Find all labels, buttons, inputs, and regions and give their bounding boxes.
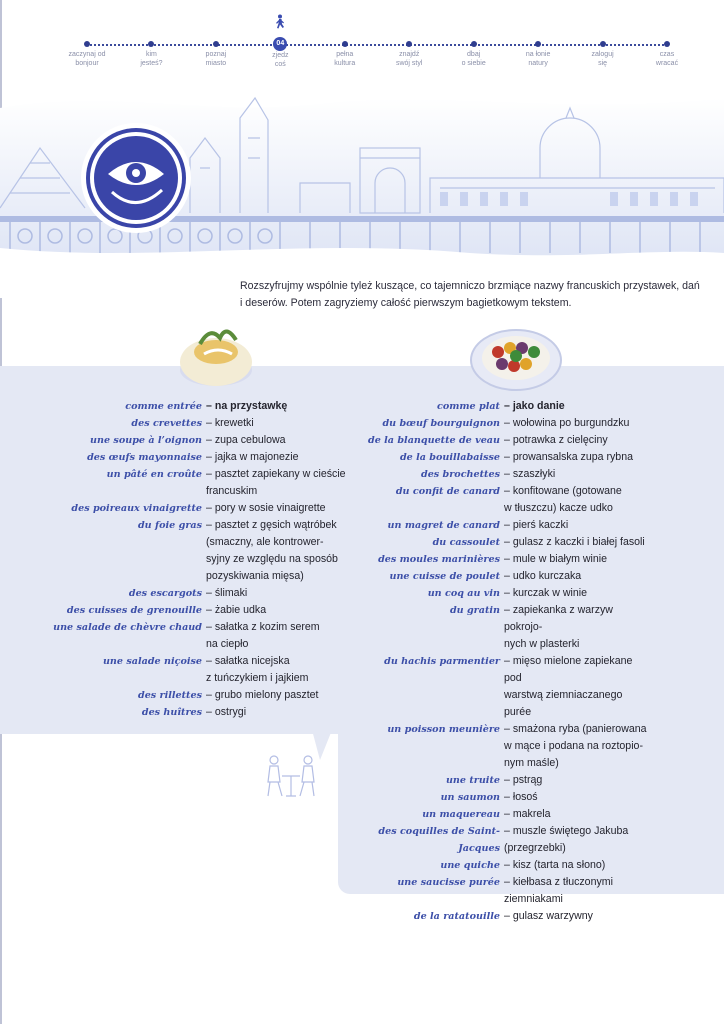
polish-translation: – grubo mielony pasztet xyxy=(206,687,346,704)
vocab-entry xyxy=(338,789,652,806)
french-term: un magret de canard xyxy=(387,520,500,531)
polish-translation: – mięso mielone zapiekane pod warstwą ziemniaczanego purée xyxy=(504,653,652,721)
polish-translation: – wołowina po burgundzku xyxy=(504,415,652,432)
polish-translation: – potrawka z cielęciny xyxy=(504,432,652,449)
nav-step-dot xyxy=(84,41,90,47)
nav-step-dot xyxy=(213,41,219,47)
nav-step-dot xyxy=(535,41,541,47)
nav-step[interactable] xyxy=(250,38,310,69)
intro-paragraph: Rozszyfrujmy wspólnie tyleż kuszące, co tajemniczo brzmiące nazwy francuskich przystawek, dań i deserów. Potem zagryziemy całość pierwszym bagietkowym tekstem. xyxy=(240,280,700,309)
french-term: du gratin xyxy=(449,605,500,616)
french-term: de la ratatouille xyxy=(413,911,500,922)
taras-widokowy-logo xyxy=(80,122,192,234)
nav-step-label: czas wracać xyxy=(655,51,679,67)
polish-translation: – pasztet z gęsich wątróbek (smaczny, ale kontrower- syjny ze względu na sposób pozyskiwania mięsa) xyxy=(206,517,346,585)
french-term: des rillettes xyxy=(137,690,202,701)
french-term: des coquilles de Saint-Jacques xyxy=(378,826,500,854)
vocab-entry xyxy=(338,602,652,653)
french-term: un saumon xyxy=(440,792,500,803)
nav-step-dot xyxy=(406,41,412,47)
vocab-entry xyxy=(338,466,652,483)
polish-translation: – krewetki xyxy=(206,415,346,432)
vocab-entry xyxy=(0,653,346,687)
polish-translation: – na przystawkę xyxy=(206,398,346,415)
polish-translation: – muszle świętego Jakuba (przegrzebki) xyxy=(504,823,652,857)
polish-translation: – ślimaki xyxy=(206,585,346,602)
french-term: de la bouillabaisse xyxy=(399,452,500,463)
nav-step-active-marker: 04 xyxy=(273,37,287,51)
nav-step-dot xyxy=(342,41,348,47)
nav-step-dot xyxy=(664,41,670,47)
polish-translation: – sałatka z kozim serem na ciepło xyxy=(206,619,346,653)
polish-translation: – pasztet zapiekany w cieście francuskim xyxy=(206,466,346,500)
french-term: des moules marinières xyxy=(378,554,500,565)
polish-translation: – pstrąg xyxy=(504,772,652,789)
nav-step-label: poznaj miasto xyxy=(205,51,227,67)
french-term: des crevettes xyxy=(131,418,202,429)
nav-step[interactable] xyxy=(444,38,504,68)
french-term: des escargots xyxy=(128,588,202,599)
nav-step[interactable] xyxy=(637,38,697,68)
vocab-entry xyxy=(0,432,346,449)
polish-translation: – pory w sosie vinaigrette xyxy=(206,500,346,517)
vocab-entry xyxy=(0,585,346,602)
vocab-entry xyxy=(338,823,652,857)
vocab-entry xyxy=(0,466,346,500)
french-term: des huîtres xyxy=(141,707,202,718)
polish-translation: – smażona ryba (panierowana w mące i podana na roztopio- nym maśle) xyxy=(504,721,652,772)
polish-translation: – łosoś xyxy=(504,789,652,806)
walking-person-icon xyxy=(273,14,287,34)
vocab-entry xyxy=(338,874,652,908)
french-term: du hachis parmentier xyxy=(384,656,500,667)
vocab-entry xyxy=(338,772,652,789)
french-term: comme entrée xyxy=(125,401,202,412)
polish-translation: – makrela xyxy=(504,806,652,823)
vocab-entry xyxy=(338,534,652,551)
polish-translation: – żabie udka xyxy=(206,602,346,619)
nav-step-dot xyxy=(600,41,606,47)
french-term: une salade niçoise xyxy=(102,656,202,667)
chapter-progress-nav xyxy=(0,0,724,80)
polish-translation: – kiełbasa z tłuczonymi ziemniakami xyxy=(504,874,652,908)
vocab-entry xyxy=(338,568,652,585)
polish-translation: – gulasz warzywny xyxy=(504,908,652,925)
nav-step-label: na łonie natury xyxy=(525,51,551,67)
french-term: une cuisse de poulet xyxy=(389,571,500,582)
french-term: une saucisse purée xyxy=(397,877,500,888)
vocab-entry xyxy=(0,415,346,432)
polish-translation: – jajka w majonezie xyxy=(206,449,346,466)
polish-translation: – zapiekanka z warzyw pokrojo- nych w plasterki xyxy=(504,602,652,653)
vocab-entry xyxy=(338,449,652,466)
vocab-entry xyxy=(338,483,652,517)
vocab-entry xyxy=(0,619,346,653)
vocab-entry xyxy=(0,704,346,721)
french-term: de la blanquette de veau xyxy=(367,435,500,446)
vocab-entry xyxy=(0,517,346,585)
polish-translation: – pierś kaczki xyxy=(504,517,652,534)
deviled-egg-icon xyxy=(174,318,258,390)
vocab-entry xyxy=(338,585,652,602)
polish-translation: – sałatka nicejska z tuńczykiem i jajkiem xyxy=(206,653,346,687)
nav-step[interactable] xyxy=(121,38,181,68)
french-term: du cassoulet xyxy=(432,537,500,548)
nav-step-dot xyxy=(148,41,154,47)
nav-step[interactable] xyxy=(573,38,633,68)
vocab-entry xyxy=(338,908,652,925)
nav-step-label: zjedz coś xyxy=(272,52,289,68)
french-term: du confit de canard xyxy=(395,486,500,497)
french-term: du foie gras xyxy=(137,520,202,531)
vocab-entry xyxy=(338,415,652,432)
vocab-entry xyxy=(338,721,652,772)
polish-translation: – kurczak w winie xyxy=(504,585,652,602)
polish-translation: – kisz (tarta na słono) xyxy=(504,857,652,874)
vocab-entry xyxy=(0,449,346,466)
french-term: un maquereau xyxy=(422,809,500,820)
mains-list xyxy=(338,398,652,925)
polish-translation: – szaszłyki xyxy=(504,466,652,483)
vocab-entry xyxy=(338,806,652,823)
french-term: comme plat xyxy=(437,401,500,412)
polish-translation: – jako danie xyxy=(504,398,652,415)
polish-translation: – zupa cebulowa xyxy=(206,432,346,449)
nav-step[interactable] xyxy=(57,38,117,68)
vocab-entry xyxy=(338,857,652,874)
french-term: un poisson meunière xyxy=(387,724,500,735)
vocab-entry xyxy=(338,653,652,721)
vocab-entry xyxy=(338,517,652,534)
nav-step-label: kim jesteś? xyxy=(140,51,163,67)
french-term: un pâté en croûte xyxy=(106,469,202,480)
nav-step[interactable] xyxy=(508,38,568,68)
french-term: une truite xyxy=(445,775,500,786)
french-term: une quiche xyxy=(440,860,500,871)
ratatouille-dish-icon xyxy=(468,322,564,394)
nav-step-label: zaczynaj od bonjour xyxy=(68,51,106,67)
polish-translation: – ostrygi xyxy=(206,704,346,721)
polish-translation: – konfitowane (gotowane w tłuszczu) kacze udko xyxy=(504,483,652,517)
list-heading xyxy=(338,398,652,415)
vocab-entry xyxy=(338,551,652,568)
polish-translation: – gulasz z kaczki i białej fasoli xyxy=(504,534,652,551)
french-term: des cuisses de grenouille xyxy=(66,605,202,616)
nav-step-label: dbaj o siebie xyxy=(461,51,486,67)
french-term: des œufs mayonnaise xyxy=(87,452,202,463)
nav-step[interactable] xyxy=(379,38,439,68)
polish-translation: – mule w białym winie xyxy=(504,551,652,568)
french-term: des poireaux vinaigrette xyxy=(71,503,202,514)
nav-step[interactable] xyxy=(315,38,375,68)
polish-translation: – udko kurczaka xyxy=(504,568,652,585)
vocab-entry xyxy=(0,602,346,619)
french-term: un coq au vin xyxy=(427,588,500,599)
nav-step-label: zaloguj się xyxy=(591,51,614,67)
vocab-entry xyxy=(338,432,652,449)
nav-step[interactable] xyxy=(186,38,246,68)
nav-step-label: znajdź swój styl xyxy=(395,51,423,67)
nav-step-dot xyxy=(471,41,477,47)
list-heading xyxy=(0,398,346,415)
french-term: du bœuf bourguignon xyxy=(382,418,500,429)
french-term: une salade de chèvre chaud xyxy=(53,622,202,633)
french-term: des brochettes xyxy=(420,469,500,480)
vocab-entry xyxy=(0,687,346,704)
starters-list xyxy=(0,398,346,721)
vocab-entry xyxy=(0,500,346,517)
cafe-people-illustration xyxy=(260,752,322,800)
nav-step-label: pełna kultura xyxy=(334,51,356,67)
french-term: une soupe à l’oignon xyxy=(90,435,202,446)
polish-translation: – prowansalska zupa rybna xyxy=(504,449,652,466)
